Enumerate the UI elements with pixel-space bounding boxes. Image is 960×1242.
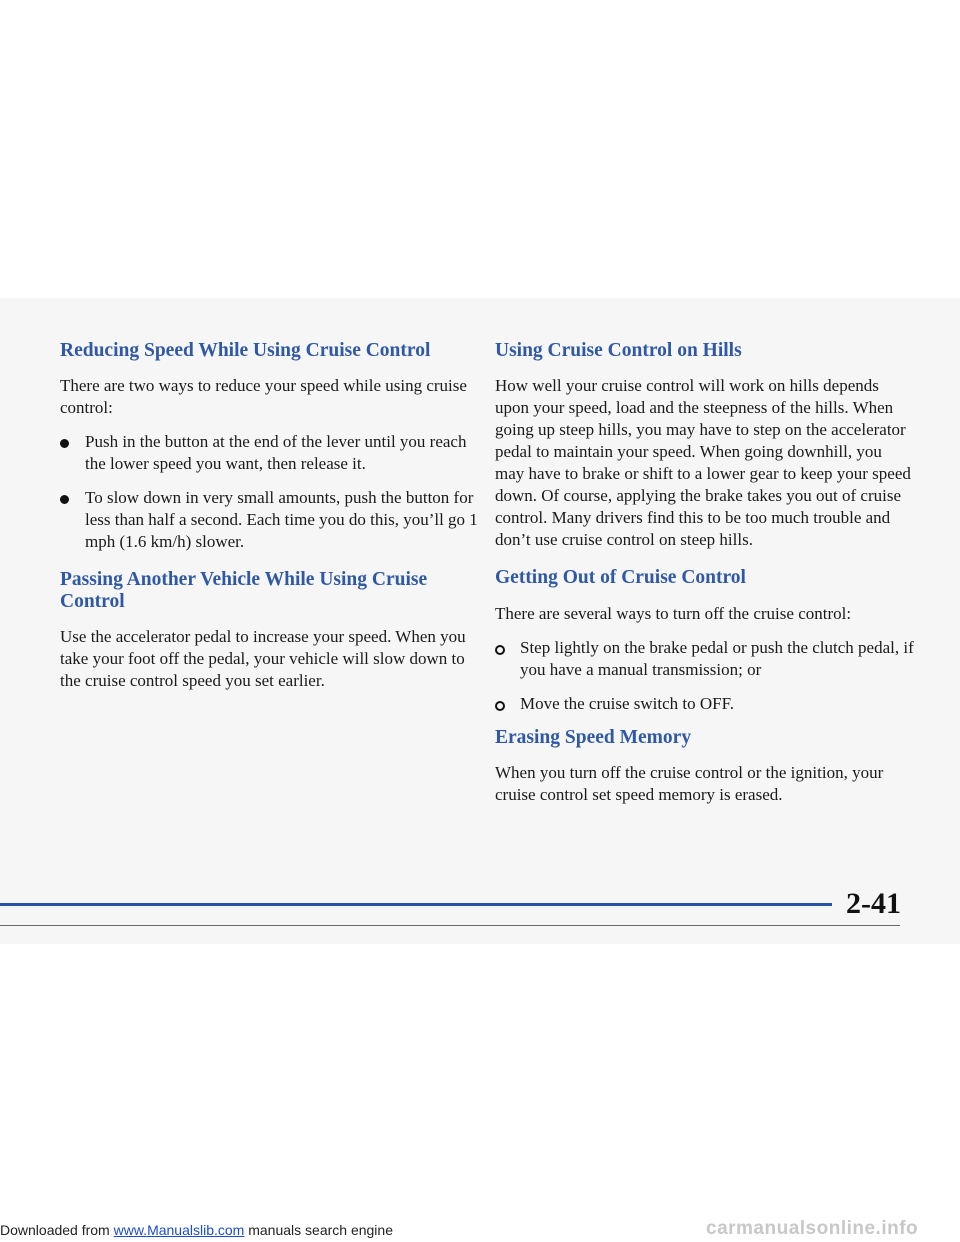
heading-getting-out: Getting Out of Cruise Control [495, 567, 746, 589]
paragraph-passing-vehicle: Use the accelerator pedal to increase your speed. When you take your foot off the pedal, your vehicle will slow down to the cruise control speed you set earlier. [60, 627, 466, 691]
bullet-list-getting-out [495, 637, 915, 715]
page-number: 2-41 [846, 887, 901, 920]
list-item-text: Push in the button at the end of the lever until you reach the lower speed you want, then release it. [85, 432, 467, 474]
bullet-list-reducing-speed [60, 431, 480, 553]
heading-reducing-speed: Reducing Speed While Using Cruise Control [60, 340, 431, 361]
paragraph-cruise-on-hills: How well your cruise control will work on hills depends upon your speed, load and the steepness of the hills. When going up steep hills, you may have to step on the accelerator pedal to maintain your speed. When going downhill, you may have to brake or shift to a lower gear to keep your speed down. Of course, applying the brake takes you out of cruise control. Many drivers find this to be too much trouble and don’t use cruise control on steep hills. [495, 376, 911, 550]
footer-rule-thin [0, 925, 900, 926]
list-item [495, 637, 915, 681]
list-item [495, 693, 915, 715]
paragraph-getting-out-intro: There are several ways to turn off the cruise control: [495, 603, 852, 623]
list-item-text: To slow down in very small amounts, push the button for less than half a second. Each time you do this, you’ll go 1 mph (1.6 km/h) slower. [85, 488, 478, 552]
footer-suffix: manuals search engine [244, 1222, 393, 1238]
list-item [60, 431, 480, 475]
download-footer [0, 1222, 393, 1238]
footer-prefix: Downloaded from [0, 1222, 114, 1238]
heading-passing-vehicle: Passing Another Vehicle While Using Cruise Control [60, 569, 428, 612]
watermark-text: carmanualsonline.info [706, 1218, 919, 1239]
left-column [60, 340, 480, 704]
paragraph-reducing-speed-intro: There are two ways to reduce your speed while using cruise control: [60, 376, 467, 418]
right-column [495, 340, 915, 818]
list-item-text: Move the cruise switch to OFF. [520, 693, 734, 713]
bullet-icon [495, 645, 505, 655]
manualslib-link[interactable]: www.Manualslib.com [113, 1222, 245, 1238]
bullet-icon [495, 701, 505, 711]
bullet-icon [60, 439, 69, 448]
list-item [60, 487, 480, 553]
bullet-icon [60, 495, 69, 504]
list-item-text: Step lightly on the brake pedal or push the clutch pedal, if you have a manual transmission; or [520, 637, 914, 679]
heading-erasing-memory: Erasing Speed Memory [495, 726, 692, 748]
footer-rule-thick [0, 903, 832, 906]
paragraph-erasing-memory: When you turn off the cruise control or the ignition, your cruise control set speed memory is erased. [495, 763, 884, 805]
heading-cruise-on-hills: Using Cruise Control on Hills [495, 340, 742, 361]
